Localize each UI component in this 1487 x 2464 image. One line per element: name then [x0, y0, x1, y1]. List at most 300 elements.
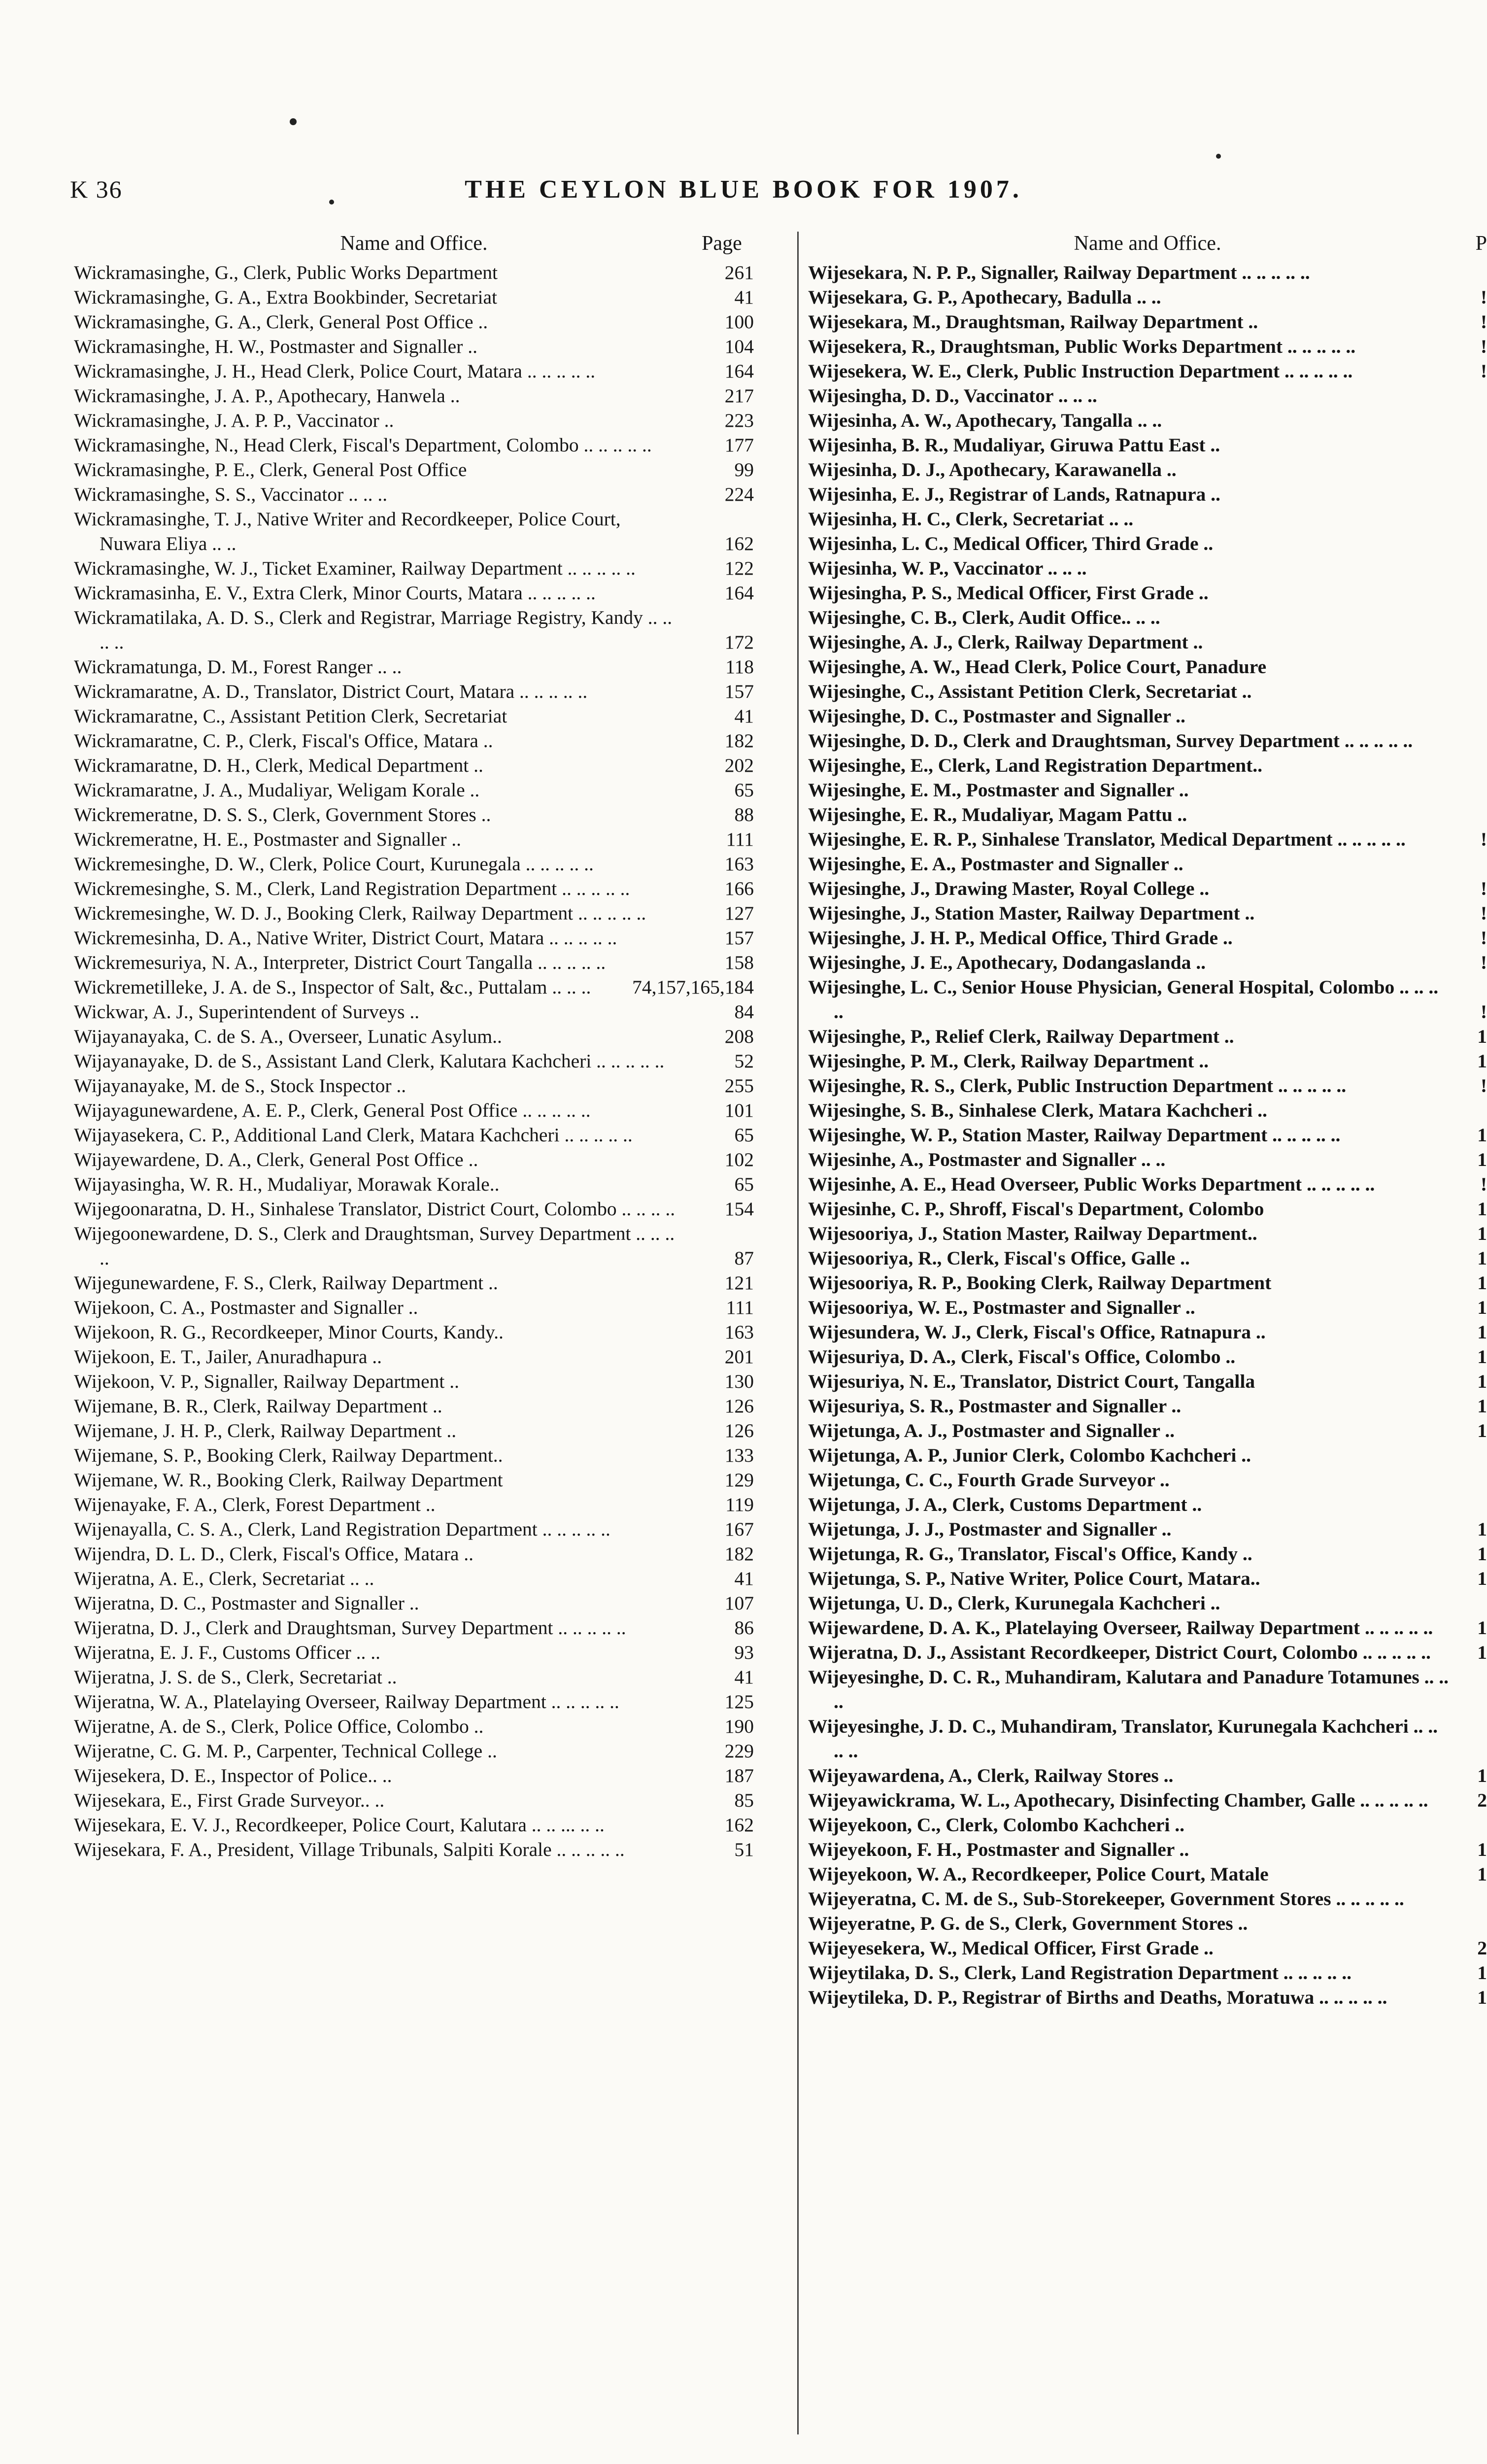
entry-text: Wijendra, D. L. D., Clerk, Fiscal's Office, Matara ..	[74, 1543, 474, 1565]
entry-page: 1	[1477, 1420, 1487, 1441]
index-entry	[74, 999, 754, 1024]
index-entry	[808, 1813, 1487, 1837]
entry-text: Wijemane, B. R., Clerk, Railway Department ..	[74, 1395, 442, 1417]
entry-text: Wijeratna, W. A., Platelaying Overseer, Railway Department .. .. .. .. ..	[74, 1691, 619, 1712]
index-entry	[74, 1640, 754, 1665]
index-entry	[808, 1418, 1487, 1443]
index-entry	[74, 1615, 754, 1640]
index-entry	[808, 433, 1487, 457]
entry-text: Wijayewardene, D. A., Clerk, General Post Office ..	[74, 1149, 478, 1170]
index-entry	[808, 1147, 1487, 1172]
index-entry	[808, 876, 1487, 901]
entry-page: 2	[1477, 1789, 1487, 1811]
index-entry	[808, 482, 1487, 507]
page-number: K 36	[70, 175, 123, 203]
index-entry	[808, 728, 1487, 753]
entry-text: Wijesinghe, J., Drawing Master, Royal College ..	[808, 878, 1210, 899]
entry-page: 41	[734, 1568, 754, 1589]
index-entry	[808, 1517, 1487, 1541]
entry-page: 162	[724, 533, 754, 554]
index-entry	[74, 1369, 754, 1394]
entry-text: Wijeyawardena, A., Clerk, Railway Stores ..	[808, 1765, 1174, 1786]
index-entry	[808, 925, 1487, 950]
index-entry	[74, 1689, 754, 1714]
name-heading: Name and Office.	[1074, 232, 1221, 255]
index-entry	[74, 1344, 754, 1369]
entry-page: 99	[734, 459, 754, 480]
entry-page: 93	[734, 1642, 754, 1663]
entry-text: Wijesinghe, E. R., Mudaliyar, Magam Pattu ..	[808, 804, 1187, 825]
index-entry	[74, 1541, 754, 1566]
entry-page: 1	[1477, 1839, 1487, 1860]
index-entry	[808, 1073, 1487, 1098]
entry-text: Wickremesinghe, W. D. J., Booking Clerk, Railway Department .. .. .. .. ..	[74, 902, 646, 924]
entry-text: Wickramasinghe, T. J., Native Writer and Recordkeeper, Police Court, Nuwara Eliya .. ..	[74, 508, 621, 554]
entry-text: Wijeyekoon, F. H., Postmaster and Signaller ..	[808, 1839, 1189, 1860]
index-entry	[74, 778, 754, 802]
entry-text: Wijesekara, G. P., Apothecary, Badulla .. ..	[808, 286, 1161, 308]
entry-text: Wickramasinha, E. V., Extra Clerk, Minor Courts, Matara .. .. .. .. ..	[74, 582, 596, 604]
entry-text: Wickwar, A. J., Superintendent of Surveys ..	[74, 1001, 420, 1023]
entry-page: 88	[734, 804, 754, 825]
entry-text: Wijesooriya, R. P., Booking Clerk, Railway Department	[808, 1272, 1272, 1294]
entry-text: Wijesooriya, J., Station Master, Railway Department..	[808, 1223, 1257, 1244]
entry-text: Wijegoonewardene, D. S., Clerk and Draughtsman, Survey Department .. .. .. ..	[74, 1223, 675, 1269]
entry-text: Wijesingha, D. D., Vaccinator .. .. ..	[808, 385, 1097, 407]
entry-page: 177	[724, 434, 754, 456]
entry-text: Wijesinghe, L. C., Senior House Physician, General Hospital, Colombo .. .. .. ..	[808, 976, 1439, 1023]
name-heading: Name and Office.	[340, 232, 488, 255]
entry-page: 2	[1477, 1937, 1487, 1959]
entry-text: Wickremesuriya, N. A., Interpreter, District Court Tangalla .. .. .. .. ..	[74, 952, 606, 973]
index-entry	[808, 1295, 1487, 1320]
entry-page: 1	[1477, 1124, 1487, 1146]
index-entry	[74, 925, 754, 950]
entry-page: !	[1480, 952, 1487, 973]
entry-text: Wijetunga, S. P., Native Writer, Police Court, Matara..	[808, 1568, 1260, 1589]
entry-text: Wickramasinghe, H. W., Postmaster and Signaller ..	[74, 336, 477, 357]
entry-text: Wickremetilleke, J. A. de S., Inspector of Salt, &c., Puttalam .. .. ..	[74, 976, 591, 998]
index-entry	[808, 556, 1487, 581]
entry-text: Wijesinhe, A., Postmaster and Signaller .. ..	[808, 1149, 1166, 1170]
entry-page: !	[1480, 286, 1487, 308]
ink-speck	[290, 118, 297, 125]
entry-page: 127	[724, 902, 754, 924]
entry-text: Wijesooriya, W. E., Postmaster and Signaller ..	[808, 1297, 1195, 1318]
entry-page: 1	[1477, 1321, 1487, 1343]
index-entry	[808, 408, 1487, 433]
entry-page: 1	[1477, 1297, 1487, 1318]
index-entry	[74, 1566, 754, 1591]
entry-text: Wijayasekera, C. P., Additional Land Clerk, Matara Kachcheri .. .. .. .. ..	[74, 1124, 633, 1146]
index-entry	[74, 359, 754, 383]
entry-text: Wijesinghe, W. P., Station Master, Railway Department .. .. .. .. ..	[808, 1124, 1341, 1146]
index-entry	[74, 1295, 754, 1320]
column-divider	[797, 232, 799, 2434]
page-header	[0, 175, 1487, 214]
entry-text: Wijeyawickrama, W. L., Apothecary, Disinfecting Chamber, Galle .. .. .. .. ..	[808, 1789, 1428, 1811]
entry-page: 158	[724, 952, 754, 973]
entry-text: Wijesinghe, E., Clerk, Land Registration Department..	[808, 754, 1263, 776]
index-entry	[808, 1541, 1487, 1566]
entry-text: Wijesinghe, P., Relief Clerk, Railway Department ..	[808, 1026, 1234, 1047]
entry-text: Wijemane, J. H. P., Clerk, Railway Department ..	[74, 1420, 457, 1441]
entry-text: Wijesinghe, D. D., Clerk and Draughtsman, Survey Department .. .. .. .. ..	[808, 730, 1413, 752]
index-entry	[808, 457, 1487, 482]
entry-page: 130	[724, 1370, 754, 1392]
entry-text: Wijeratna, D. J., Assistant Recordkeeper, District Court, Colombo .. .. .. .. ..	[808, 1642, 1431, 1663]
entry-text: Wijayanayake, M. de S., Stock Inspector ..	[74, 1075, 406, 1096]
index-entry	[74, 433, 754, 457]
index-entry	[74, 728, 754, 753]
entry-text: Wijeratna, A. E., Clerk, Secretariat .. ..	[74, 1568, 374, 1589]
entry-text: Wijesinghe, E. R. P., Sinhalese Translator, Medical Department .. .. .. .. ..	[808, 828, 1406, 850]
entry-page: 86	[734, 1617, 754, 1639]
entry-text: Wijesinha, W. P., Vaccinator .. .. ..	[808, 557, 1087, 579]
index-entry	[808, 1862, 1487, 1886]
entry-text: Wijegoonaratna, D. H., Sinhalese Translator, District Court, Colombo .. .. .. ..	[74, 1198, 676, 1220]
entry-text: Wijetunga, R. G., Translator, Fiscal's Office, Kandy ..	[808, 1543, 1252, 1565]
entry-text: Wijesinghe, A. W., Head Clerk, Police Court, Panadure	[808, 656, 1267, 678]
column-heading	[74, 232, 754, 260]
entry-text: Wijesinhe, C. P., Shroff, Fiscal's Department, Colombo	[808, 1198, 1264, 1220]
entry-text: Wijeyeratne, P. G. de S., Clerk, Government Stores ..	[808, 1913, 1248, 1934]
entry-page: 164	[724, 582, 754, 604]
entry-text: Wijeyekoon, W. A., Recordkeeper, Police Court, Matale	[808, 1863, 1269, 1885]
index-entry	[808, 1246, 1487, 1270]
index-entry	[74, 1443, 754, 1468]
index-entry	[808, 1320, 1487, 1344]
entry-page: !	[1480, 878, 1487, 899]
index-entry	[74, 1665, 754, 1689]
entry-text: Wijeratna, E. J. F., Customs Officer .. ..	[74, 1642, 381, 1663]
index-entry	[808, 1394, 1487, 1418]
entry-text: Wijesuriya, D. A., Clerk, Fiscal's Office, Colombo ..	[808, 1346, 1236, 1368]
entry-text: Wijesekara, E. V. J., Recordkeeper, Police Court, Kalutara .. .. ... .. ..	[74, 1814, 605, 1836]
entry-page: 1	[1477, 1247, 1487, 1269]
entry-page: 119	[725, 1494, 754, 1515]
entry-text: Wickremesinghe, D. W., Clerk, Police Court, Kurunegala .. .. .. .. ..	[74, 853, 594, 875]
entry-page: 1	[1477, 1962, 1487, 1984]
entry-text: Wijesinha, L. C., Medical Officer, Third Grade ..	[808, 533, 1214, 554]
entry-page: 1	[1477, 1026, 1487, 1047]
index-entry	[808, 383, 1487, 408]
entry-page: 1	[1477, 1149, 1487, 1170]
index-entry	[74, 1837, 754, 1862]
index-entry	[74, 1763, 754, 1788]
left-column	[74, 232, 754, 1862]
index-entry	[808, 1172, 1487, 1197]
index-entry	[74, 408, 754, 433]
entry-text: Wijesinghe, J. E., Apothecary, Dodangaslanda ..	[808, 952, 1206, 973]
index-entry	[808, 531, 1487, 556]
index-entry	[808, 1714, 1487, 1763]
index-entry	[74, 852, 754, 876]
entry-text: Wijayasingha, W. R. H., Mudaliyar, Morawak Korale..	[74, 1173, 500, 1195]
entry-text: Wijeytileka, D. P., Registrar of Births and Deaths, Moratuwa .. .. .. .. ..	[808, 1986, 1387, 2008]
entry-page: 41	[734, 1666, 754, 1688]
entry-text: Wijetunga, A. P., Junior Clerk, Colombo Kachcheri ..	[808, 1444, 1251, 1466]
entry-text: Wijesingha, P. S., Medical Officer, First Grade ..	[808, 582, 1209, 604]
entry-page: 1	[1477, 1642, 1487, 1663]
entry-text: Wijeratna, J. S. de S., Clerk, Secretariat ..	[74, 1666, 397, 1688]
entry-page: 126	[724, 1420, 754, 1441]
entry-page: 129	[724, 1469, 754, 1491]
index-entry	[74, 1024, 754, 1049]
entry-page: 162	[724, 1814, 754, 1836]
entry-text: Wijetunga, J. A., Clerk, Customs Department ..	[808, 1494, 1202, 1515]
entry-page: !	[1480, 828, 1487, 850]
index-entry	[74, 1394, 754, 1418]
entry-page: 201	[724, 1346, 754, 1368]
index-entry	[74, 1320, 754, 1344]
entry-page: 122	[724, 557, 754, 579]
page-heading: P	[1475, 232, 1487, 255]
index-entry	[808, 359, 1487, 383]
index-entry	[808, 581, 1487, 605]
entry-text: Wijesinghe, D. C., Postmaster and Signaller ..	[808, 705, 1185, 727]
index-entry	[74, 1714, 754, 1739]
index-entry	[74, 975, 754, 999]
entry-text: Wijetunga, A. J., Postmaster and Signaller ..	[808, 1420, 1175, 1441]
entry-page: !	[1480, 902, 1487, 924]
entry-text: Wijeyesinghe, J. D. C., Muhandiram, Translator, Kurunegala Kachcheri .. .. .. ..	[808, 1715, 1438, 1762]
entry-text: Wijayagunewardene, A. E. P., Clerk, General Post Office .. .. .. .. ..	[74, 1099, 591, 1121]
entry-text: Wickramasinghe, W. J., Ticket Examiner, Railway Department .. .. .. .. ..	[74, 557, 636, 579]
entry-page: 224	[724, 483, 754, 505]
entry-text: Wickramasinghe, G. A., Clerk, General Post Office ..	[74, 311, 488, 333]
entry-text: Wijesinhe, A. E., Head Overseer, Public Works Department .. .. .. .. ..	[808, 1173, 1375, 1195]
index-entry	[808, 1197, 1487, 1221]
entry-page: 1	[1477, 1617, 1487, 1639]
index-entry	[808, 1985, 1487, 2010]
entry-page: 166	[724, 878, 754, 899]
entry-page: 223	[724, 410, 754, 431]
index-entry	[808, 1640, 1487, 1665]
entry-text: Wijesinha, D. J., Apothecary, Karawanella ..	[808, 459, 1177, 480]
right-column	[808, 232, 1487, 2010]
entry-page: 51	[734, 1839, 754, 1860]
entry-text: Wickremeratne, D. S. S., Clerk, Government Stores ..	[74, 804, 491, 825]
entry-page: 133	[724, 1444, 754, 1466]
index-entry	[808, 1369, 1487, 1394]
index-entry	[808, 1886, 1487, 1911]
entry-text: Wickramasinghe, S. S., Vaccinator .. .. ..	[74, 483, 388, 505]
entry-page: !	[1480, 360, 1487, 382]
index-entry	[808, 507, 1487, 531]
index-entry	[74, 1221, 754, 1270]
entry-text: Wijeytilaka, D. S., Clerk, Land Registration Department .. .. .. .. ..	[808, 1962, 1352, 1984]
entry-text: Wijesinghe, E. M., Postmaster and Signaller ..	[808, 779, 1189, 801]
entry-text: Wijetunga, J. J., Postmaster and Signaller ..	[808, 1518, 1172, 1540]
index-entry	[74, 1172, 754, 1197]
index-entry	[74, 1098, 754, 1123]
ink-speck	[1216, 154, 1221, 159]
entry-page: 172	[724, 631, 754, 653]
index-entry	[74, 827, 754, 852]
entry-text: Wijenayalla, C. S. A., Clerk, Land Registration Department .. .. .. .. ..	[74, 1518, 610, 1540]
entry-text: Wijesinha, E. J., Registrar of Lands, Ratnapura ..	[808, 483, 1220, 505]
entry-text: Wijesekara, N. P. P., Signaller, Railway Department .. .. .. .. ..	[808, 262, 1310, 283]
entry-page: 65	[734, 1173, 754, 1195]
entry-page: 1	[1477, 1272, 1487, 1294]
entry-page: 163	[724, 853, 754, 875]
entry-page: 163	[724, 1321, 754, 1343]
entry-text: Wijesundera, W. J., Clerk, Fiscal's Office, Ratnapura ..	[808, 1321, 1266, 1343]
entry-page: 87	[734, 1247, 754, 1269]
entry-text: Wijesuriya, N. E., Translator, District Court, Tangalla	[808, 1370, 1255, 1392]
entry-text: Wijesinghe, P. M., Clerk, Railway Department ..	[808, 1050, 1209, 1072]
entry-page: 202	[724, 754, 754, 776]
entry-text: Wijegunewardene, F. S., Clerk, Railway Department ..	[74, 1272, 498, 1294]
index-entry	[808, 1123, 1487, 1147]
index-entry	[74, 334, 754, 359]
index-entry	[74, 1147, 754, 1172]
index-entry	[808, 852, 1487, 876]
entry-text: Wijesinghe, R. S., Clerk, Public Instruction Department .. .. .. .. ..	[808, 1075, 1347, 1096]
index-entry	[74, 1739, 754, 1763]
entry-page: 1	[1477, 1986, 1487, 2008]
entry-page: 121	[724, 1272, 754, 1294]
entry-text: Wijesinghe, J. H. P., Medical Office, Third Grade ..	[808, 927, 1233, 949]
index-entry	[74, 654, 754, 679]
entry-text: Wijeyesinghe, D. C. R., Muhandiram, Kalutara and Panadure Totamunes .. .. ..	[808, 1666, 1449, 1712]
entry-page: 1	[1477, 1518, 1487, 1540]
entry-page: 126	[724, 1395, 754, 1417]
entry-page: 118	[725, 656, 754, 678]
entry-page: 125	[724, 1691, 754, 1712]
index-entry	[808, 950, 1487, 975]
index-entry	[808, 802, 1487, 827]
entry-text: Wijeratne, A. de S., Clerk, Police Office, Colombo ..	[74, 1715, 484, 1737]
entry-page: 100	[724, 311, 754, 333]
index-entry	[74, 1418, 754, 1443]
entry-text: Wijewardene, D. A. K., Platelaying Overseer, Railway Department .. .. .. .. ..	[808, 1617, 1433, 1639]
entry-page: 1	[1477, 1198, 1487, 1220]
entry-page: !	[1480, 927, 1487, 949]
index-entry	[74, 1788, 754, 1813]
index-entry	[74, 285, 754, 309]
entry-text: Wijesinha, A. W., Apothecary, Tangalla .. ..	[808, 410, 1162, 431]
index-entry	[74, 605, 754, 654]
entry-text: Wijesinghe, S. B., Sinhalese Clerk, Matara Kachcheri ..	[808, 1099, 1267, 1121]
entry-text: Wickramaratne, A. D., Translator, District Court, Matara .. .. .. .. ..	[74, 681, 588, 702]
entry-page: 182	[724, 730, 754, 752]
index-entry	[808, 679, 1487, 704]
entry-text: Wickremesinghe, S. M., Clerk, Land Registration Department .. .. .. .. ..	[74, 878, 630, 899]
entry-page: 111	[726, 1297, 754, 1318]
entry-page: 229	[724, 1740, 754, 1762]
entry-page: 1	[1477, 1050, 1487, 1072]
entry-text: Wijesinghe, E. A., Postmaster and Signaller ..	[808, 853, 1183, 875]
index-entry	[808, 1960, 1487, 1985]
entry-page: !	[1480, 1173, 1487, 1195]
index-entry	[808, 753, 1487, 778]
entry-text: Wijekoon, V. P., Signaller, Railway Department ..	[74, 1370, 459, 1392]
entry-text: Wickramatunga, D. M., Forest Ranger .. ..	[74, 656, 402, 678]
entry-page: 1	[1477, 1568, 1487, 1589]
entry-text: Wickramasinghe, G., Clerk, Public Works Department	[74, 262, 498, 283]
index-entry	[808, 285, 1487, 309]
index-entry	[74, 1813, 754, 1837]
entry-text: Wijesuriya, S. R., Postmaster and Signaller ..	[808, 1395, 1182, 1417]
entry-text: Wijesinha, B. R., Mudaliyar, Giruwa Pattu East ..	[808, 434, 1220, 456]
entry-page: 1	[1477, 1765, 1487, 1786]
index-entry	[808, 1443, 1487, 1468]
index-entry	[74, 1197, 754, 1221]
index-entry	[808, 1270, 1487, 1295]
index-entry	[808, 334, 1487, 359]
entry-page: 52	[734, 1050, 754, 1072]
entry-page: 217	[724, 385, 754, 407]
entry-page: 104	[724, 336, 754, 357]
index-entry	[808, 1837, 1487, 1862]
entry-page: 164	[724, 360, 754, 382]
entry-text: Wijesinghe, C., Assistant Petition Clerk, Secretariat ..	[808, 681, 1252, 702]
entry-text: Wickramaratne, C., Assistant Petition Clerk, Secretariat	[74, 705, 507, 727]
entry-text: Wijekoon, R. G., Recordkeeper, Minor Courts, Kandy..	[74, 1321, 504, 1343]
column-heading	[808, 232, 1487, 260]
index-entry	[808, 1492, 1487, 1517]
entry-page: 65	[734, 1124, 754, 1146]
entry-text: Wijemane, W. R., Booking Clerk, Railway Department	[74, 1469, 503, 1491]
index-entry	[74, 876, 754, 901]
index-entry	[808, 1665, 1487, 1714]
entry-page: 1	[1477, 1346, 1487, 1368]
entry-page: 261	[724, 262, 754, 283]
entry-text: Wijesekara, F. A., President, Village Tribunals, Salpiti Korale .. .. .. .. ..	[74, 1839, 625, 1860]
index-entry	[74, 507, 754, 556]
index-entry	[808, 1936, 1487, 1960]
entry-page: 167	[724, 1518, 754, 1540]
entry-text: Wijeratna, D. J., Clerk and Draughtsman, Survey Department .. .. .. .. ..	[74, 1617, 626, 1639]
entry-text: Wijesekera, W. E., Clerk, Public Instruction Department .. .. .. .. ..	[808, 360, 1353, 382]
index-entry	[74, 260, 754, 285]
index-entry	[74, 1049, 754, 1073]
entry-page: 1	[1477, 1223, 1487, 1244]
entry-text: Wijayanayake, D. de S., Assistant Land Clerk, Kalutara Kachcheri .. .. .. .. ..	[74, 1050, 665, 1072]
entry-text: Wijeyekoon, C., Clerk, Colombo Kachcheri ..	[808, 1814, 1184, 1836]
index-entry	[74, 679, 754, 704]
entry-list	[74, 260, 754, 1862]
entry-page: 157	[724, 681, 754, 702]
index-entry	[74, 581, 754, 605]
entry-text: Wijesinha, H. C., Clerk, Secretariat .. ..	[808, 508, 1134, 530]
entry-page: 41	[734, 705, 754, 727]
index-entry	[74, 1073, 754, 1098]
entry-text: Wickramaratne, J. A., Mudaliyar, Weligam Korale ..	[74, 779, 480, 801]
index-entry	[808, 975, 1487, 1024]
index-entry	[74, 309, 754, 334]
entry-text: Wijemane, S. P., Booking Clerk, Railway Department..	[74, 1444, 503, 1466]
entry-page: 1	[1477, 1370, 1487, 1392]
index-entry	[74, 1270, 754, 1295]
index-entry	[74, 457, 754, 482]
entry-page: !	[1480, 311, 1487, 333]
index-entry	[808, 778, 1487, 802]
entry-page: 74,157,165,184	[632, 976, 754, 998]
index-entry	[74, 704, 754, 728]
entry-text: Wickramaratne, C. P., Clerk, Fiscal's Office, Matara ..	[74, 730, 493, 752]
index-entry	[74, 1492, 754, 1517]
entry-page: 1	[1477, 1543, 1487, 1565]
entry-text: Wijetunga, U. D., Clerk, Kurunegala Kachcheri ..	[808, 1592, 1220, 1614]
index-entry	[808, 309, 1487, 334]
entry-page: 1	[1477, 1395, 1487, 1417]
index-entry	[74, 482, 754, 507]
entry-page: 187	[724, 1765, 754, 1786]
index-entry	[808, 1098, 1487, 1123]
